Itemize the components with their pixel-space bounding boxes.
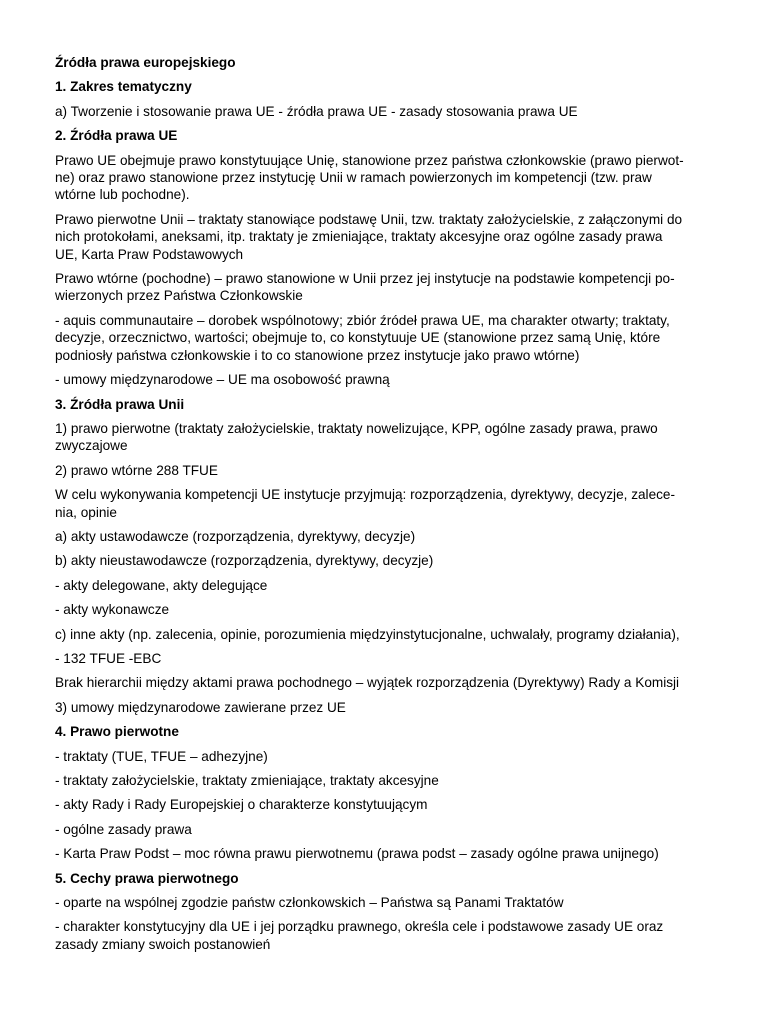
- paragraph: Prawo wtórne (pochodne) – prawo stanowione w Unii przez jej instytucje na podstawie kompetencji po- wierzonych przez Państwa Członkowskie: [55, 271, 675, 304]
- section-heading: 4. Prawo pierwotne: [55, 724, 179, 740]
- paragraph: - traktaty (TUE, TFUE – adhezyjne): [55, 748, 268, 764]
- paragraph: - charakter konstytucyjny dla UE i jej porządku prawnego, określa cele i podstawowe zasady UE oraz zasady zmiany swoich postanowień: [55, 919, 664, 952]
- paragraph: - akty delegowane, akty delegujące: [55, 577, 268, 593]
- paragraph: Brak hierarchii między aktami prawa pochodnego – wyjątek rozporządzenia (Dyrektywy) Rady a Komisji: [55, 675, 680, 691]
- paragraph: 3) umowy międzynarodowe zawierane przez UE: [55, 699, 346, 715]
- document-title: Źródła prawa europejskiego: [55, 55, 236, 70]
- paragraph: - umowy międzynarodowe – UE ma osobowość prawną: [55, 372, 390, 388]
- paragraph: - Karta Praw Podst – moc równa prawu pierwotnemu (prawa podst – zasady ogólne prawa unijnego): [55, 846, 659, 862]
- paragraph: c) inne akty (np. zalecenia, opinie, porozumienia międzyinstytucjonalne, uchwalały, programy działania),: [55, 626, 680, 642]
- paragraph: Prawo UE obejmuje prawo konstytuujące Unię, stanowione przez państwa członkowskie (prawo pierwot- ne) oraz prawo stanowione przez instytucję Unii w ramach powierzonych im kompetencji (tzw. praw wtórne lub pochodne).: [55, 152, 684, 203]
- document-body: [55, 78, 712, 953]
- paragraph: - 132 TFUE -EBC: [55, 650, 162, 666]
- section-heading: 3. Źródła prawa Unii: [55, 396, 185, 412]
- paragraph: - oparte na wspólnej zgodzie państw członkowskich – Państwa są Panami Traktatów: [55, 895, 564, 911]
- section-heading: 5. Cechy prawa pierwotnego: [55, 870, 239, 886]
- paragraph: - ogólne zasady prawa: [55, 821, 192, 837]
- paragraph: 1) prawo pierwotne (traktaty założycielskie, traktaty nowelizujące, KPP, ogólne zasady prawa, prawo zwyczajowe: [55, 420, 658, 454]
- paragraph: - akty wykonawcze: [55, 602, 170, 618]
- paragraph: - aquis communautaire – dorobek wspólnotowy; zbiór źródeł prawa UE, ma charakter otwarty; traktaty, decyzje, orzecznictwo, wartości; obejmuje to, co konstytuuje UE (stanowione przez samą Unię, które podniosły państwa członkowskie i to co stanowione przez instytucje jako prawo wtórne): [55, 312, 670, 363]
- paragraph: - akty Rady i Rady Europejskiej o charakterze konstytuującym: [55, 797, 428, 813]
- paragraph: - traktaty założycielskie, traktaty zmieniające, traktaty akcesyjne: [55, 773, 439, 788]
- paragraph: b) akty nieustawodawcze (rozporządzenia, dyrektywy, decyzje): [55, 553, 434, 569]
- paragraph: 2) prawo wtórne 288 TFUE: [55, 462, 218, 478]
- paragraph: a) akty ustawodawcze (rozporządzenia, dyrektywy, decyzje): [55, 528, 416, 544]
- paragraph: a) Tworzenie i stosowanie prawa UE - źródła prawa UE - zasady stosowania prawa UE: [55, 103, 578, 119]
- section-heading: 2. Źródła prawa UE: [55, 128, 178, 144]
- section-heading: 1. Zakres tematyczny: [55, 79, 192, 95]
- paragraph: Prawo pierwotne Unii – traktaty stanowiące podstawę Unii, tzw. traktaty założycielskie, z załączonymi do nich protokołami, aneksami, itp. traktaty je zmieniające, traktaty akcesyjne oraz ogólne zasady prawa UE, Karta Praw Podstawowych: [55, 211, 683, 262]
- paragraph: W celu wykonywania kompetencji UE instytucje przyjmują: rozporządzenia, dyrektywy, decyzje, zalece- nia, opinie: [55, 487, 676, 520]
